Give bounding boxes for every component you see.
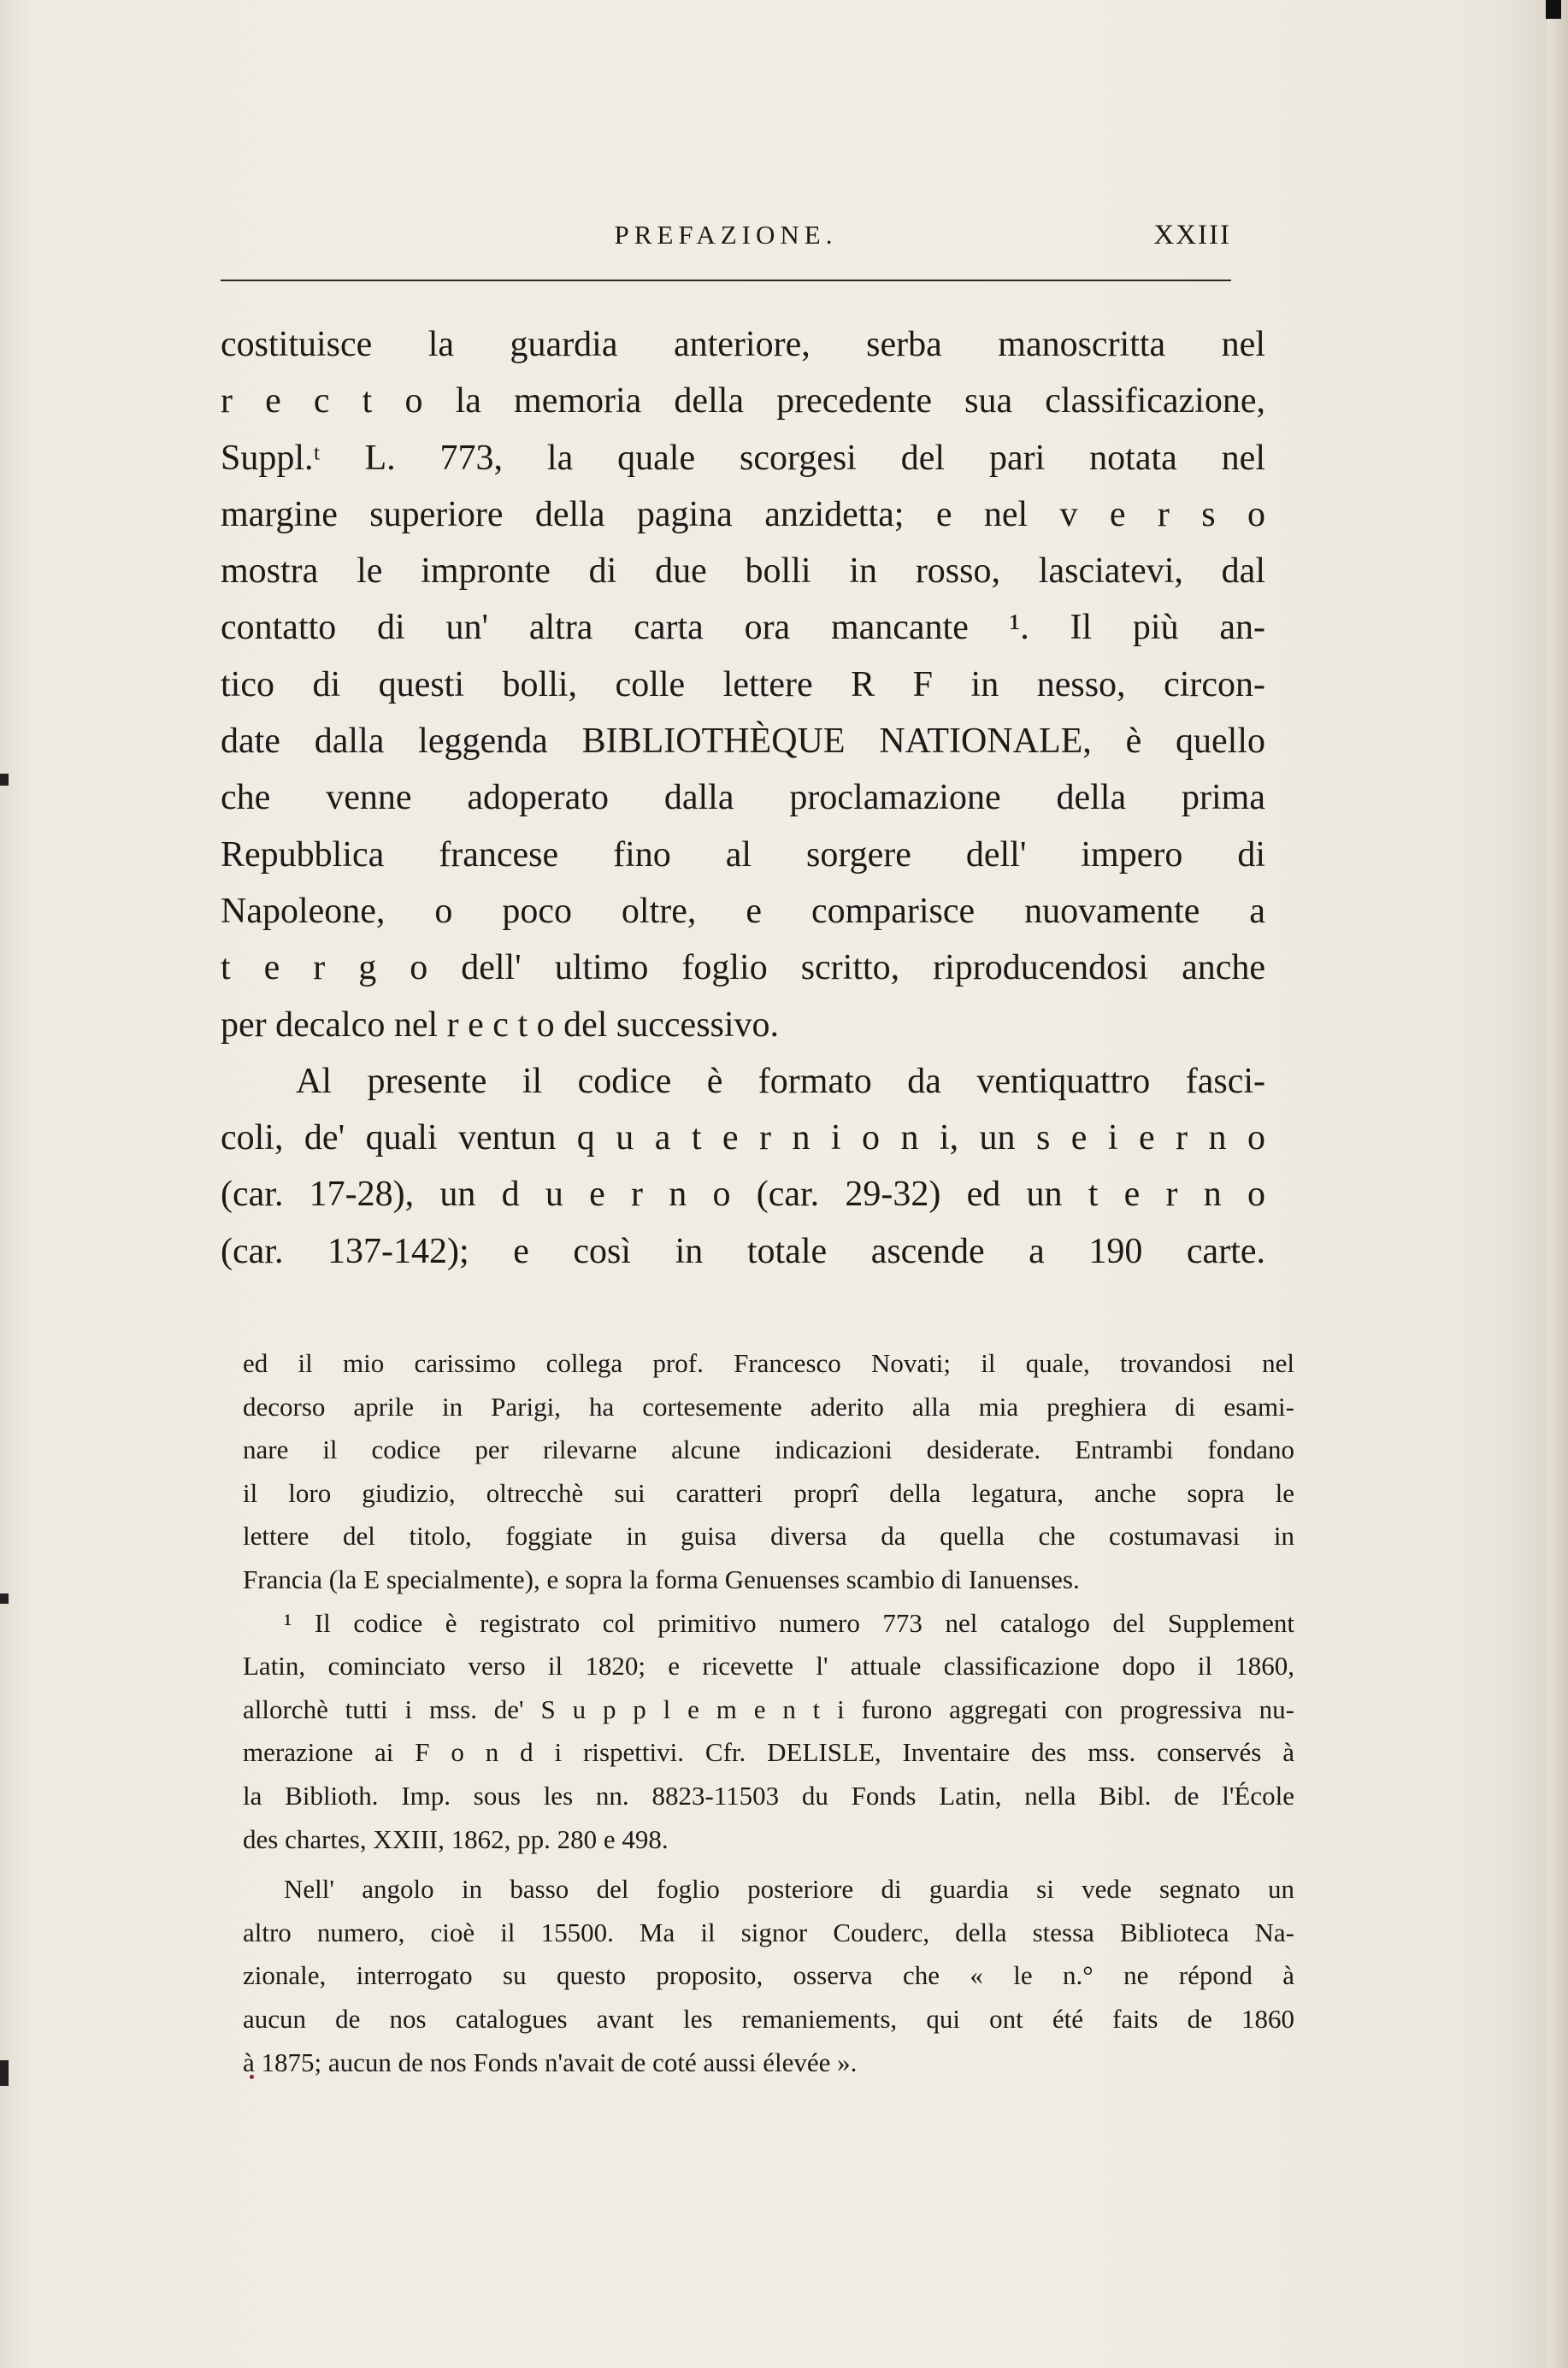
body-line: che venne adoperato dalla proclamazione della prima [221,778,1265,818]
body-line: costituisce la guardia anteriore, serba manoscritta nel [221,325,1265,364]
body-line: (car. 137-142); e così in totale ascende a 190 carte. [221,1231,1265,1271]
footnote-line: lettere del titolo, foggiate in guisa diversa da quella che costumavasi in [243,1521,1294,1552]
footnote-line: merazione ai F o n d i rispettivi. Cfr. DELISLE, Inventaire des mss. conservés à [243,1737,1294,1768]
footnote-line: Latin, cominciato verso il 1820; e ricevette l' attuale classificazione dopo il 1860, [243,1651,1294,1682]
body-line: Al presente il codice è formato da ventiquattro fasci- [296,1061,1265,1101]
footnote-line: nare il codice per rilevarne alcune indicazioni desiderate. Entrambi fondano [243,1434,1294,1465]
footnote-line: ¹ Il codice è registrato col primitivo numero 773 nel catalogo del Supplement [284,1607,1294,1638]
body-line: Repubblica francese fino al sorgere dell' impero di [221,834,1265,875]
body-line: date dalla leggenda BIBLIOTHÈQUE NATIONALE, è quello [221,722,1265,762]
body-line: coli, de' quali ventun q u a t e r n i o n i, un s e i e r n o [221,1118,1265,1158]
page-title: PREFAZIONE. [614,220,838,250]
footnote-line: aucun de nos catalogues avant les remaniements, qui ont été faits de 1860 [243,2003,1294,2034]
running-head [221,220,1231,262]
footnote-line: Francia (la E specialmente), e sopra la forma Genuenses scambio di Ianuenses. [243,1564,1080,1594]
corner-tab-mark [1546,0,1561,19]
body-line: tico di questi bolli, colle lettere R F in nesso, circon- [221,664,1265,704]
footnote-line: allorchè tutti i mss. de' S u p p l e m e n t i furono aggregati con progressiva nu- [243,1694,1294,1724]
footnote-line: la Biblioth. Imp. sous les nn. 8823-11503 du Fonds Latin, nella Bibl. de l'École [243,1780,1294,1811]
footnote-line: des chartes, XXIII, 1862, pp. 280 e 498. [243,1823,669,1854]
footnote-line: à 1875; aucun de nos Fonds n'avait de coté aussi élevée ». [243,2047,858,2077]
page-number: XXIII [1153,220,1231,250]
body-line: per decalco nel r e c t o del successivo. [221,1004,780,1045]
footnote-line: Nell' angolo in basso del foglio posteriore di guardia si vede segnato un [284,1874,1294,1905]
footnote-line: zionale, interrogato su questo proposito, osserva che « le n.° ne répond à [243,1960,1294,1991]
page-edge [1547,0,1568,2368]
body-line: t e r g o dell' ultimo foglio scritto, riproducendosi anche [221,948,1265,988]
header-rule [221,280,1231,281]
body-line: mostra le impronte di due bolli in rosso, lasciatevi, dal [221,551,1265,592]
body-line: Napoleone, o poco oltre, e comparisce nuovamente a [221,891,1265,931]
footnote-line: decorso aprile in Parigi, ha cortesemente aderito alla mia preghiera di esami- [243,1391,1294,1422]
binding-mark [0,2060,9,2086]
body-line: (car. 17-28), un d u e r n o (car. 29-32) ed un t e r n o [221,1175,1265,1215]
footnote-line: il loro giudizio, oltrecchè sui caratteri proprî della legatura, anche sopra le [243,1477,1294,1508]
body-text [221,316,1265,1280]
body-line: margine superiore della pagina anzidetta; e nel v e r s o [221,494,1265,534]
body-line: Suppl.ᵗ L. 773, la quale scorgesi del pari notata nel [221,438,1265,478]
body-line: r e c t o la memoria della precedente sua classificazione, [221,381,1265,421]
footnotes [243,1342,1294,2084]
footnote-line: ed il mio carissimo collega prof. Francesco Novati; il quale, trovandosi nel [243,1348,1294,1378]
footnote-line: altro numero, cioè il 15500. Ma il signor Couderc, della stessa Biblioteca Na- [243,1917,1294,1947]
binding-mark [0,774,9,786]
binding-mark [0,1593,9,1604]
body-line: contatto di un' altra carta ora mancante ¹. Il più an- [221,608,1265,648]
